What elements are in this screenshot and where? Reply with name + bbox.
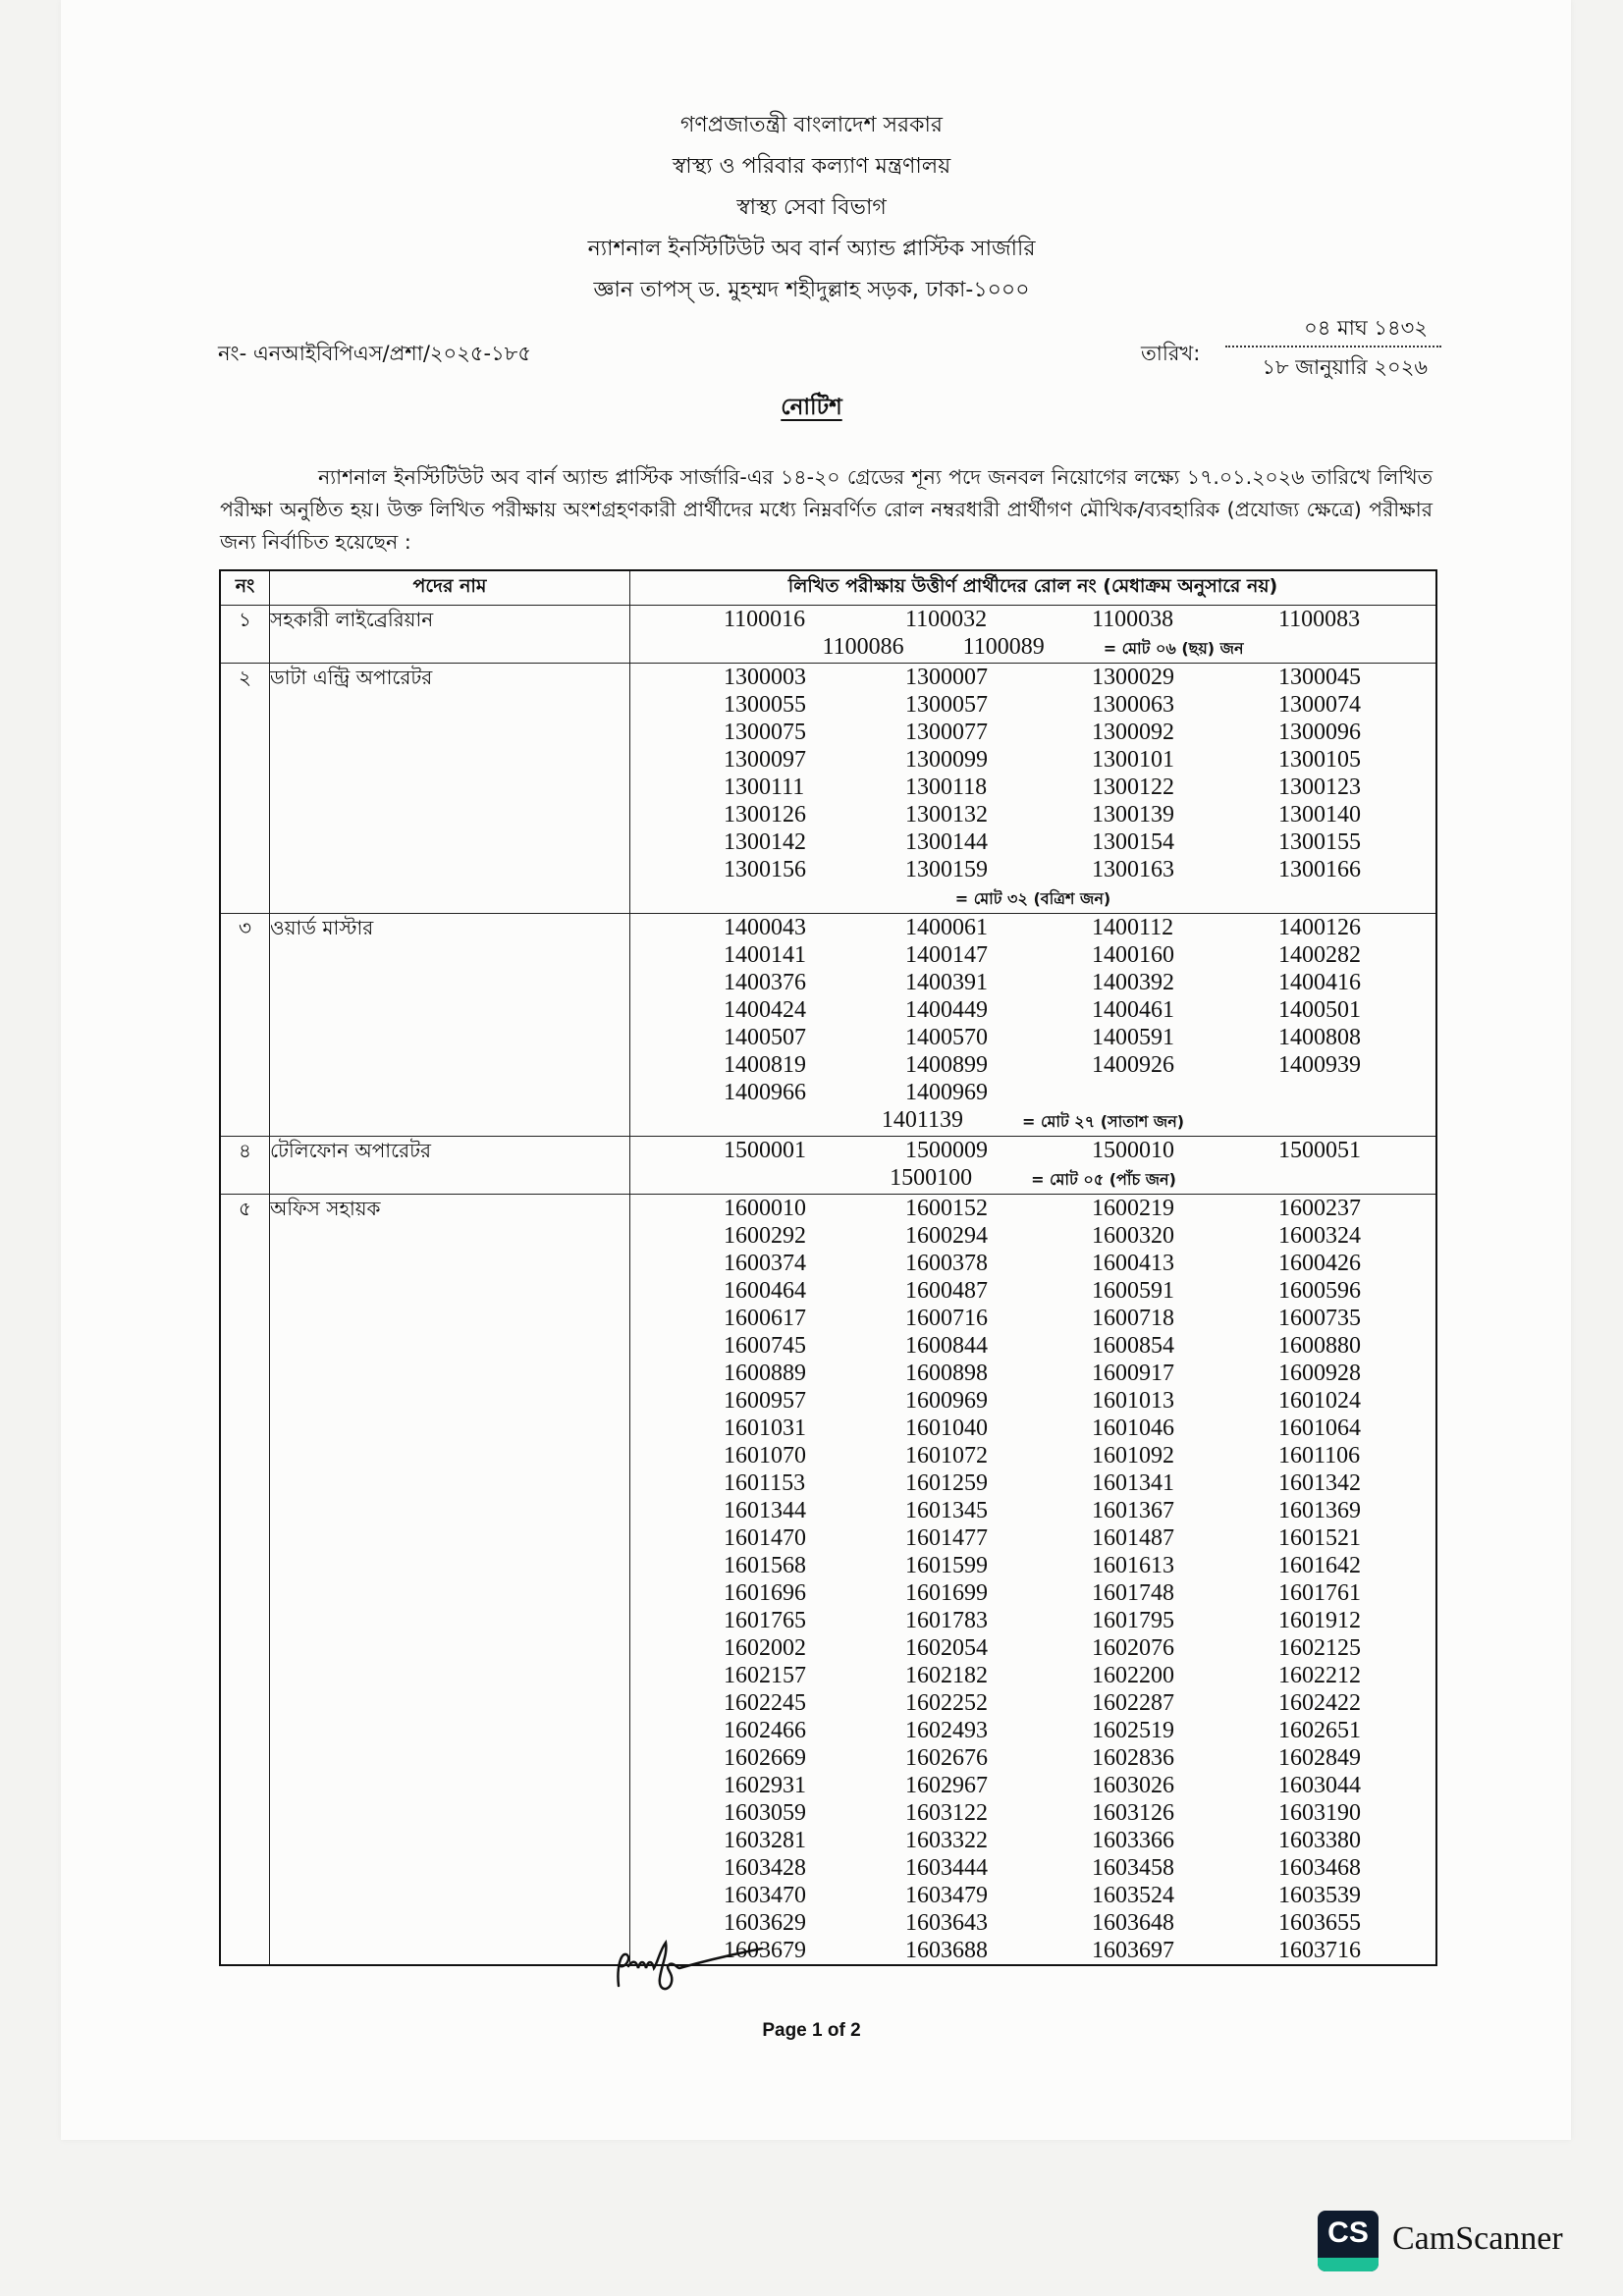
roll-number: 1600917 — [1092, 1361, 1174, 1386]
roll-number: 1400141 — [724, 942, 806, 968]
roll-number: 1600716 — [905, 1306, 988, 1331]
roll-number: 1400391 — [905, 970, 988, 995]
roll-number: 1601642 — [1278, 1553, 1361, 1578]
roll-grid — [630, 664, 1435, 883]
roll-number: 1400969 — [905, 1080, 988, 1105]
table-row — [220, 1137, 1436, 1195]
row-serial: ৫ — [220, 1195, 270, 1966]
roll-number: 1602125 — [1278, 1635, 1361, 1661]
roll-number: 1600745 — [724, 1333, 806, 1359]
roll-number: 1300155 — [1278, 829, 1361, 855]
roll-number: 1601470 — [724, 1525, 806, 1551]
roll-number: 1603380 — [1278, 1828, 1361, 1853]
roll-number: 1603716 — [1278, 1938, 1361, 1963]
row-total: = মোট ০৫ (পাঁচ জন) — [1031, 1170, 1176, 1189]
roll-number: 1600969 — [905, 1388, 988, 1414]
date-divider — [1225, 346, 1441, 347]
roll-number: 1603697 — [1092, 1938, 1174, 1963]
roll-number: 1603428 — [724, 1855, 806, 1881]
roll-number: 1600324 — [1278, 1223, 1361, 1249]
roll-number: 1601765 — [724, 1608, 806, 1633]
roll-number: 1603122 — [905, 1800, 988, 1826]
page-number: Page 1 of 2 — [762, 2020, 861, 2041]
roll-number: 1400147 — [905, 942, 988, 968]
date-bangla: ০৪ মাঘ ১৪৩২ — [1304, 316, 1428, 340]
roll-number: 1300101 — [1092, 747, 1174, 773]
row-total-line — [630, 883, 1435, 913]
roll-number: 1603479 — [905, 1883, 988, 1908]
row-total-line — [630, 1164, 1435, 1194]
roll-number: 1500009 — [905, 1138, 988, 1163]
roll-number: 1400392 — [1092, 970, 1174, 995]
roll-number: 1601613 — [1092, 1553, 1174, 1578]
roll-number: 1602182 — [905, 1663, 988, 1688]
roll-number: 1300045 — [1278, 665, 1361, 690]
roll-number: 1400899 — [905, 1052, 988, 1078]
row-roll-numbers — [630, 664, 1437, 914]
roll-number: 1400507 — [724, 1025, 806, 1050]
roll-number: 1602669 — [724, 1745, 806, 1771]
roll-grid — [630, 606, 1435, 633]
roll-number: 1400061 — [905, 915, 988, 940]
roll-number: 1600844 — [905, 1333, 988, 1359]
letterhead-ministry: স্বাস্থ্য ও পরিবার কল্যাণ মন্ত্রণালয় — [672, 154, 951, 179]
roll-number: 1500051 — [1278, 1138, 1361, 1163]
row-roll-numbers — [630, 914, 1437, 1137]
roll-number: 1602157 — [724, 1663, 806, 1688]
roll-number: 1601344 — [724, 1498, 806, 1523]
row-serial: ২ — [220, 664, 270, 914]
letterhead-government: গণপ্রজাতন্ত্রী বাংলাদেশ সরকার — [679, 113, 944, 137]
roll-number: 1603322 — [905, 1828, 988, 1853]
roll-number: 1603679 — [724, 1938, 806, 1963]
roll-number: 1100016 — [724, 607, 806, 632]
camscanner-logo-icon: CS — [1318, 2211, 1379, 2271]
roll-number: 1600898 — [905, 1361, 988, 1386]
roll-number: 1601367 — [1092, 1498, 1174, 1523]
roll-number: 1601342 — [1278, 1470, 1361, 1496]
roll-number: 1300057 — [905, 692, 988, 718]
roll-number: 1601912 — [1278, 1608, 1361, 1633]
roll-number: 1300055 — [724, 692, 806, 718]
row-total-line — [630, 1106, 1435, 1136]
roll-number: 1300126 — [724, 802, 806, 828]
signature — [615, 1939, 772, 1998]
roll-number: 1600880 — [1278, 1333, 1361, 1359]
roll-number: 1602931 — [724, 1773, 806, 1798]
table-header-row — [220, 570, 1436, 606]
roll-number: 1602676 — [905, 1745, 988, 1771]
roll-number: 1602493 — [905, 1718, 988, 1743]
roll-number: 1400376 — [724, 970, 806, 995]
roll-number: 1602054 — [905, 1635, 988, 1661]
roll-number: 1100038 — [1092, 607, 1174, 632]
row-post-name: সহকারী লাইব্রেরিয়ান — [270, 606, 630, 664]
roll-number: 1300074 — [1278, 692, 1361, 718]
roll-number: 1300132 — [905, 802, 988, 828]
roll-number: 1400126 — [1278, 915, 1361, 940]
roll-number: 1600718 — [1092, 1306, 1174, 1331]
roll-number: 1603648 — [1092, 1910, 1174, 1936]
roll-number: 1601070 — [724, 1443, 806, 1468]
table-row — [220, 664, 1436, 914]
roll-number: 1300029 — [1092, 665, 1174, 690]
row-roll-numbers — [630, 1195, 1437, 1966]
roll-number: 1500001 — [724, 1138, 806, 1163]
roll-number: 1600292 — [724, 1223, 806, 1249]
camscanner-wordmark: CamScanner — [1392, 2220, 1563, 2257]
table-row — [220, 606, 1436, 664]
roll-number: 1400416 — [1278, 970, 1361, 995]
roll-number: 1602245 — [724, 1690, 806, 1716]
roll-number: 1600378 — [905, 1251, 988, 1276]
roll-number: 1600413 — [1092, 1251, 1174, 1276]
roll-number: 1601521 — [1278, 1525, 1361, 1551]
roll-number: 1602200 — [1092, 1663, 1174, 1688]
row-serial: ৪ — [220, 1137, 270, 1195]
roll-number: 1300097 — [724, 747, 806, 773]
row-serial: ৩ — [220, 914, 270, 1137]
roll-number: 1601024 — [1278, 1388, 1361, 1414]
row-post-name: ডাটা এন্ট্রি অপারেটর — [270, 664, 630, 914]
roll-grid — [630, 914, 1435, 1106]
roll-number: 1300140 — [1278, 802, 1361, 828]
header-post: পদের নাম — [270, 570, 630, 606]
roll-number: 1601046 — [1092, 1415, 1174, 1441]
roll-number: 1400160 — [1092, 942, 1174, 968]
roll-number: 1601040 — [905, 1415, 988, 1441]
roll-number: 1603026 — [1092, 1773, 1174, 1798]
roll-number: 1601783 — [905, 1608, 988, 1633]
roll-number: 1602287 — [1092, 1690, 1174, 1716]
roll-number: 1400449 — [905, 997, 988, 1023]
roll-number: 1400966 — [724, 1080, 806, 1105]
roll-number: 1300075 — [724, 720, 806, 745]
roll-number: 1600735 — [1278, 1306, 1361, 1331]
roll-number: 1601795 — [1092, 1608, 1174, 1633]
results-table — [219, 569, 1437, 1966]
roll-number: 1600010 — [724, 1196, 806, 1221]
roll-number: 1602651 — [1278, 1718, 1361, 1743]
roll-number: 1401139 — [881, 1107, 964, 1133]
roll-number: 1600152 — [905, 1196, 988, 1221]
roll-number: 1400424 — [724, 997, 806, 1023]
roll-number: 1600854 — [1092, 1333, 1174, 1359]
roll-number: 1600464 — [724, 1278, 806, 1304]
roll-number: 1602252 — [905, 1690, 988, 1716]
roll-number: 1400501 — [1278, 997, 1361, 1023]
row-total: = মোট ৩২ (বত্রিশ জন) — [954, 889, 1111, 908]
roll-number: 1400461 — [1092, 997, 1174, 1023]
roll-number: 1601599 — [905, 1553, 988, 1578]
roll-number: 1600426 — [1278, 1251, 1361, 1276]
row-roll-numbers — [630, 606, 1437, 664]
roll-number: 1600957 — [724, 1388, 806, 1414]
roll-number: 1400939 — [1278, 1052, 1361, 1078]
roll-number: 1300003 — [724, 665, 806, 690]
roll-number: 1300139 — [1092, 802, 1174, 828]
roll-number: 1400112 — [1092, 915, 1174, 940]
roll-number: 1603458 — [1092, 1855, 1174, 1881]
roll-number: 1602519 — [1092, 1718, 1174, 1743]
roll-number: 1602002 — [724, 1635, 806, 1661]
roll-number: 1300111 — [724, 774, 805, 800]
roll-number: 1600294 — [905, 1223, 988, 1249]
roll-number: 1601031 — [724, 1415, 806, 1441]
roll-number: 1602076 — [1092, 1635, 1174, 1661]
row-total: = মোট ২৭ (সাতাশ জন) — [1022, 1112, 1185, 1131]
roll-number: 1600617 — [724, 1306, 806, 1331]
roll-number: 1600596 — [1278, 1278, 1361, 1304]
roll-number: 1603539 — [1278, 1883, 1361, 1908]
roll-number: 1601568 — [724, 1553, 806, 1578]
roll-grid — [630, 1195, 1435, 1964]
roll-number: 1400591 — [1092, 1025, 1174, 1050]
roll-number: 1300163 — [1092, 857, 1174, 882]
roll-number: 1603444 — [905, 1855, 988, 1881]
roll-number: 1100089 — [962, 634, 1045, 660]
roll-number: 1600374 — [724, 1251, 806, 1276]
roll-number: 1601013 — [1092, 1388, 1174, 1414]
roll-number: 1603190 — [1278, 1800, 1361, 1826]
roll-number: 1300122 — [1092, 774, 1174, 800]
roll-number: 1602967 — [905, 1773, 988, 1798]
roll-grid — [630, 1137, 1435, 1164]
roll-number: 1300077 — [905, 720, 988, 745]
row-post-name: অফিস সহায়ক — [270, 1195, 630, 1966]
roll-number: 1602849 — [1278, 1745, 1361, 1771]
roll-number: 1601761 — [1278, 1580, 1361, 1606]
header-rolls: লিখিত পরীক্ষায় উত্তীর্ণ প্রার্থীদের রোল নং (মেধাক্রম অনুসারে নয়) — [630, 570, 1437, 606]
roll-number: 1300123 — [1278, 774, 1361, 800]
roll-number: 1300166 — [1278, 857, 1361, 882]
roll-number: 1601487 — [1092, 1525, 1174, 1551]
date-label: তারিখ: — [1141, 342, 1201, 365]
roll-number: 1400282 — [1278, 942, 1361, 968]
roll-number: 1602422 — [1278, 1690, 1361, 1716]
roll-number: 1600889 — [724, 1361, 806, 1386]
letterhead-division: স্বাস্থ্য সেবা বিভাগ — [736, 195, 887, 220]
roll-number: 1600219 — [1092, 1196, 1174, 1221]
roll-number: 1601699 — [905, 1580, 988, 1606]
memo-reference: নং- এনআইবিপিএস/প্রশা/২০২৫-১৮৫ — [218, 342, 531, 365]
roll-number: 1300144 — [905, 829, 988, 855]
roll-number: 1602212 — [1278, 1663, 1361, 1688]
roll-number: 1300159 — [905, 857, 988, 882]
roll-number: 1600591 — [1092, 1278, 1174, 1304]
notice-title: নোটিশ — [781, 395, 842, 420]
row-total-line — [630, 633, 1435, 663]
roll-number: 1300063 — [1092, 692, 1174, 718]
roll-number: 1400819 — [724, 1052, 806, 1078]
roll-number: 1600320 — [1092, 1223, 1174, 1249]
roll-number: 1400570 — [905, 1025, 988, 1050]
date-gregorian: ১৮ জানুয়ারি ২০২৬ — [1262, 355, 1428, 379]
roll-number: 1300142 — [724, 829, 806, 855]
roll-number: 1601696 — [724, 1580, 806, 1606]
roll-number: 1603470 — [724, 1883, 806, 1908]
letterhead-address: জ্ঞান তাপস্ ড. মুহম্মদ শহীদুল্লাহ সড়ক, ঢাকা-১০০০ — [593, 278, 1030, 302]
roll-number: 1600237 — [1278, 1196, 1361, 1221]
roll-number: 1600928 — [1278, 1361, 1361, 1386]
roll-number: 1603366 — [1092, 1828, 1174, 1853]
roll-number: 1602466 — [724, 1718, 806, 1743]
roll-number: 1601106 — [1278, 1443, 1361, 1468]
roll-number: 1603126 — [1092, 1800, 1174, 1826]
row-roll-numbers — [630, 1137, 1437, 1195]
roll-number: 1601748 — [1092, 1580, 1174, 1606]
roll-number: 1603281 — [724, 1828, 806, 1853]
header-serial: নং — [220, 570, 270, 606]
roll-number: 1601153 — [724, 1470, 806, 1496]
roll-number: 1603629 — [724, 1910, 806, 1936]
row-total: = মোট ০৬ (ছয়) জন — [1103, 639, 1244, 658]
roll-number: 1100032 — [905, 607, 988, 632]
roll-number: 1601092 — [1092, 1443, 1174, 1468]
roll-number: 1601072 — [905, 1443, 988, 1468]
table-row — [220, 1195, 1436, 1966]
roll-number: 1100083 — [1278, 607, 1361, 632]
table-row — [220, 914, 1436, 1137]
roll-number: 1300099 — [905, 747, 988, 773]
roll-number: 1603688 — [905, 1938, 988, 1963]
row-serial: ১ — [220, 606, 270, 664]
notice-body: ন্যাশনাল ইনস্টিটিউট অব বার্ন অ্যান্ড প্লাস্টিক সার্জারি-এর ১৪-২০ গ্রেডের শূন্য পদে জনবল নিয়োগের লক্ষ্যে ১৭.০১.২০২৬ তারিখে লিখিত পরীক্ষা অনুষ্ঠিত হয়। উক্ত লিখিত পরীক্ষায় অংশগ্রহণকারী প্রার্থীদের মধ্যে নিম্নবর্ণিত রোল নম্বরধারী প্রার্থীগণ মৌখিক/ব্যবহারিক (প্রযোজ্য ক্ষেত্রে) পরীক্ষার জন্য নির্বাচিত হয়েছেন : — [220, 465, 1433, 554]
roll-number: 1601259 — [905, 1470, 988, 1496]
roll-number: 1400808 — [1278, 1025, 1361, 1050]
roll-number: 1400926 — [1092, 1052, 1174, 1078]
roll-number: 1601341 — [1092, 1470, 1174, 1496]
roll-number: 1603655 — [1278, 1910, 1361, 1936]
roll-number: 1603468 — [1278, 1855, 1361, 1881]
roll-number: 1603524 — [1092, 1883, 1174, 1908]
letterhead-institute: ন্যাশনাল ইনস্টিটিউট অব বার্ন অ্যান্ড প্লাস্টিক সার্জারি — [587, 237, 1036, 261]
roll-number: 1300154 — [1092, 829, 1174, 855]
roll-number: 1601345 — [905, 1498, 988, 1523]
roll-number: 1601064 — [1278, 1415, 1361, 1441]
roll-number: 1603059 — [724, 1800, 806, 1826]
roll-number: 1300118 — [905, 774, 988, 800]
roll-number: 1601477 — [905, 1525, 988, 1551]
row-post-name: ওয়ার্ড মাস্টার — [270, 914, 630, 1137]
roll-number: 1600487 — [905, 1278, 988, 1304]
roll-number: 1500100 — [890, 1165, 973, 1191]
roll-number: 1100086 — [822, 634, 904, 660]
row-post-name: টেলিফোন অপারেটর — [270, 1137, 630, 1195]
roll-number: 1300156 — [724, 857, 806, 882]
roll-number: 1603643 — [905, 1910, 988, 1936]
roll-number: 1400043 — [724, 915, 806, 940]
roll-number: 1300092 — [1092, 720, 1174, 745]
roll-number: 1300007 — [905, 665, 988, 690]
roll-number: 1300105 — [1278, 747, 1361, 773]
roll-number: 1603044 — [1278, 1773, 1361, 1798]
roll-number: 1602836 — [1092, 1745, 1174, 1771]
roll-number: 1300096 — [1278, 720, 1361, 745]
roll-number: 1500010 — [1092, 1138, 1174, 1163]
roll-number: 1601369 — [1278, 1498, 1361, 1523]
